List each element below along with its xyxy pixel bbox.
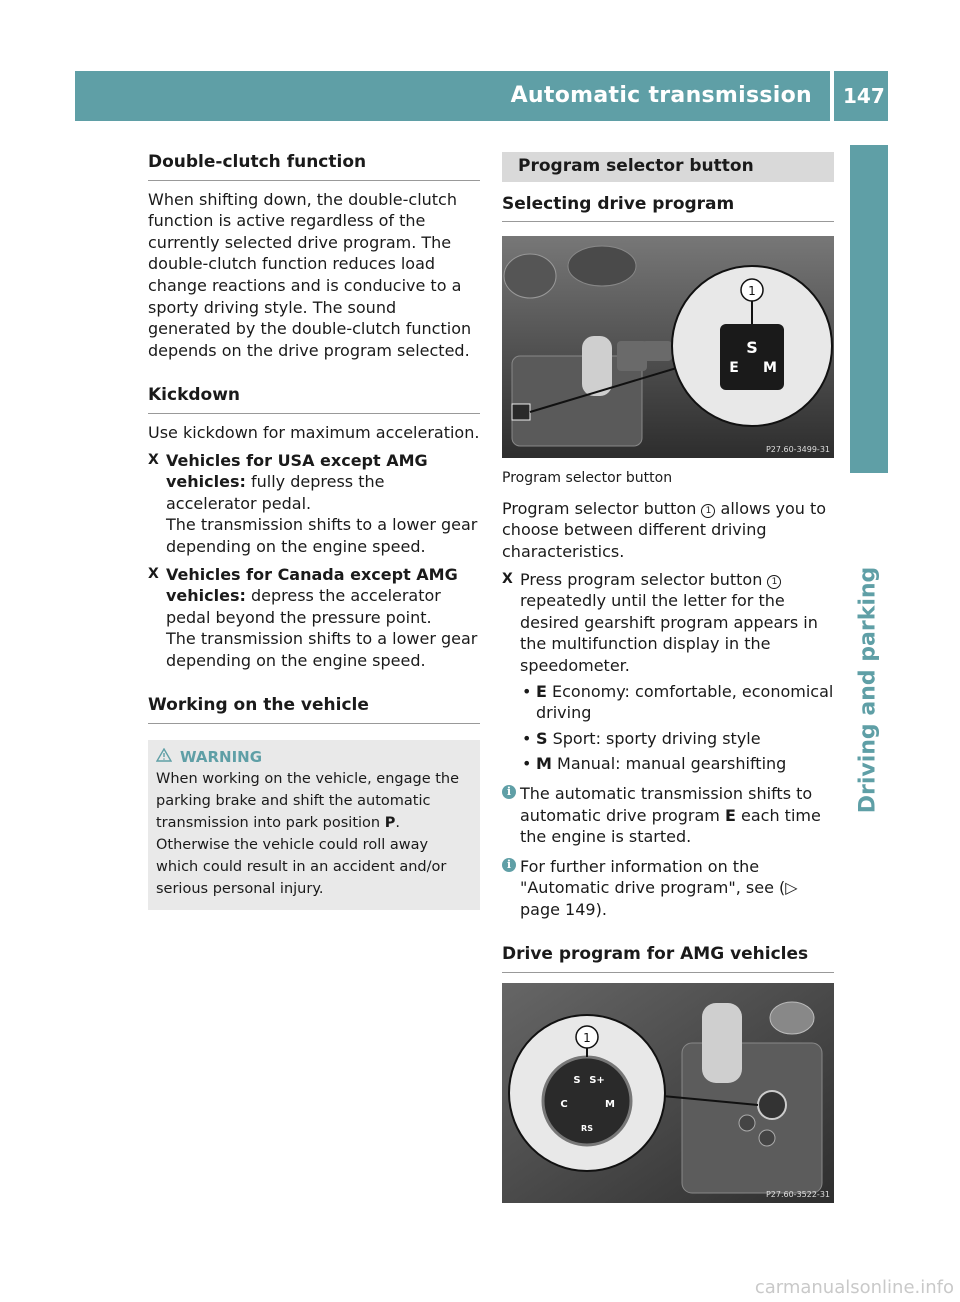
kickdown-step-canada: [148, 564, 480, 672]
info-icon: i: [502, 785, 516, 799]
dial-label-s-plus: S+: [589, 1075, 605, 1087]
photo-code: P27.60-3499-31: [765, 445, 830, 455]
dial-label-rs: RS: [581, 1124, 593, 1134]
info-note-further-information: i For further information on the "Automatic drive program", see (▷ page 149).: [502, 856, 834, 921]
side-tab-label: Driving and parking: [855, 566, 881, 814]
photo-program-selector: [502, 236, 834, 458]
section-box-title: Program selector button: [502, 152, 834, 182]
dial-label-m: M: [605, 1099, 615, 1111]
photo-amg-selector: [502, 983, 834, 1203]
heading-kickdown: Kickdown: [148, 385, 480, 414]
callout-1: 1: [748, 284, 756, 299]
photo-code: P27.60-3522-31: [765, 1190, 830, 1200]
program-selector-illustration: [502, 236, 834, 458]
heading-selecting-drive-program: Selecting drive program: [502, 194, 834, 223]
callout-1: 1: [583, 1031, 591, 1046]
step-action: depress the accelerator pedal beyond the pressure point.: [166, 586, 441, 627]
warning-title: WARNING: [180, 748, 263, 767]
heading-double-clutch: Double-clutch function: [148, 152, 480, 181]
photo-caption: Program selector button: [502, 470, 673, 487]
press-selector-step: X Press program selector button 1 repeatedly until the letter for the desired gearshift program appears in the multifunction display in the speedometer.: [502, 569, 818, 675]
warning-triangle-icon: [156, 748, 172, 762]
button-letter-s: S: [746, 338, 758, 358]
callout-1-inline: 1: [767, 575, 781, 589]
heading-amg-drive-program: Drive program for AMG vehicles: [502, 944, 834, 973]
bullet-manual: • M Manual: manual gearshifting: [522, 754, 787, 774]
step-result: The transmission shifts to a lower gear depending on the engine speed.: [166, 515, 478, 556]
step-condition: Vehicles for Canada except AMG vehicles:: [166, 564, 458, 606]
warning-heading: [180, 746, 472, 768]
info-note-default-program: i The automatic transmission shifts to automatic drive program E each time the engine is started.: [502, 783, 834, 848]
header-title: Automatic transmission: [510, 83, 812, 108]
step-marker-icon: X: [148, 565, 159, 582]
info-icon: i: [502, 858, 516, 872]
kickdown-intro: Use kickdown for maximum acceleration.: [148, 422, 480, 442]
dial-label-s: S: [573, 1075, 581, 1087]
selector-intro: Program selector button 1 allows you to choose between different driving characteristics.: [502, 498, 827, 561]
side-tab-marker: [850, 145, 888, 473]
warning-text: When working on the vehicle, engage the parking brake and shift the automatic transmission into park position P. Otherwise the vehicle could roll away which could result in an accident and/or serious personal injury.: [156, 771, 460, 898]
bullet-sport: • S Sport: sporty driving style: [522, 728, 761, 748]
warning-box: [148, 740, 480, 910]
callout-1-inline: 1: [701, 504, 715, 518]
amg-selector-illustration: [502, 983, 834, 1203]
step-marker-icon: X: [502, 570, 513, 587]
footer-watermark-url: carmanualsonline.info: [754, 1277, 954, 1298]
step-condition: Vehicles for USA except AMG vehicles:: [166, 450, 428, 492]
step-result: The transmission shifts to a lower gear depending on the engine speed.: [166, 629, 478, 670]
dial-label-c: C: [560, 1099, 568, 1111]
right-column: [502, 152, 834, 1203]
heading-working-on-vehicle: Working on the vehicle: [148, 695, 480, 724]
step-marker-icon: X: [148, 451, 159, 468]
page-number: 147: [843, 84, 885, 108]
bullet-economy: • E Economy: comfortable, economical driving: [522, 681, 834, 723]
kickdown-step-usa: [148, 450, 480, 558]
step-action: fully depress the accelerator pedal.: [166, 472, 385, 513]
button-letter-m: M: [763, 360, 777, 377]
header-separator: [830, 71, 834, 121]
left-column: [148, 152, 480, 910]
page-header: [75, 71, 888, 121]
double-clutch-body: When shifting down, the double-clutch function is active regardless of the currently selected drive program. The double-clutch function reduces load change reactions and is conducive to a sporty driving style. The sound generated by the double-clutch function depends on the drive program selected.: [148, 189, 472, 360]
button-letter-e: E: [729, 360, 739, 377]
